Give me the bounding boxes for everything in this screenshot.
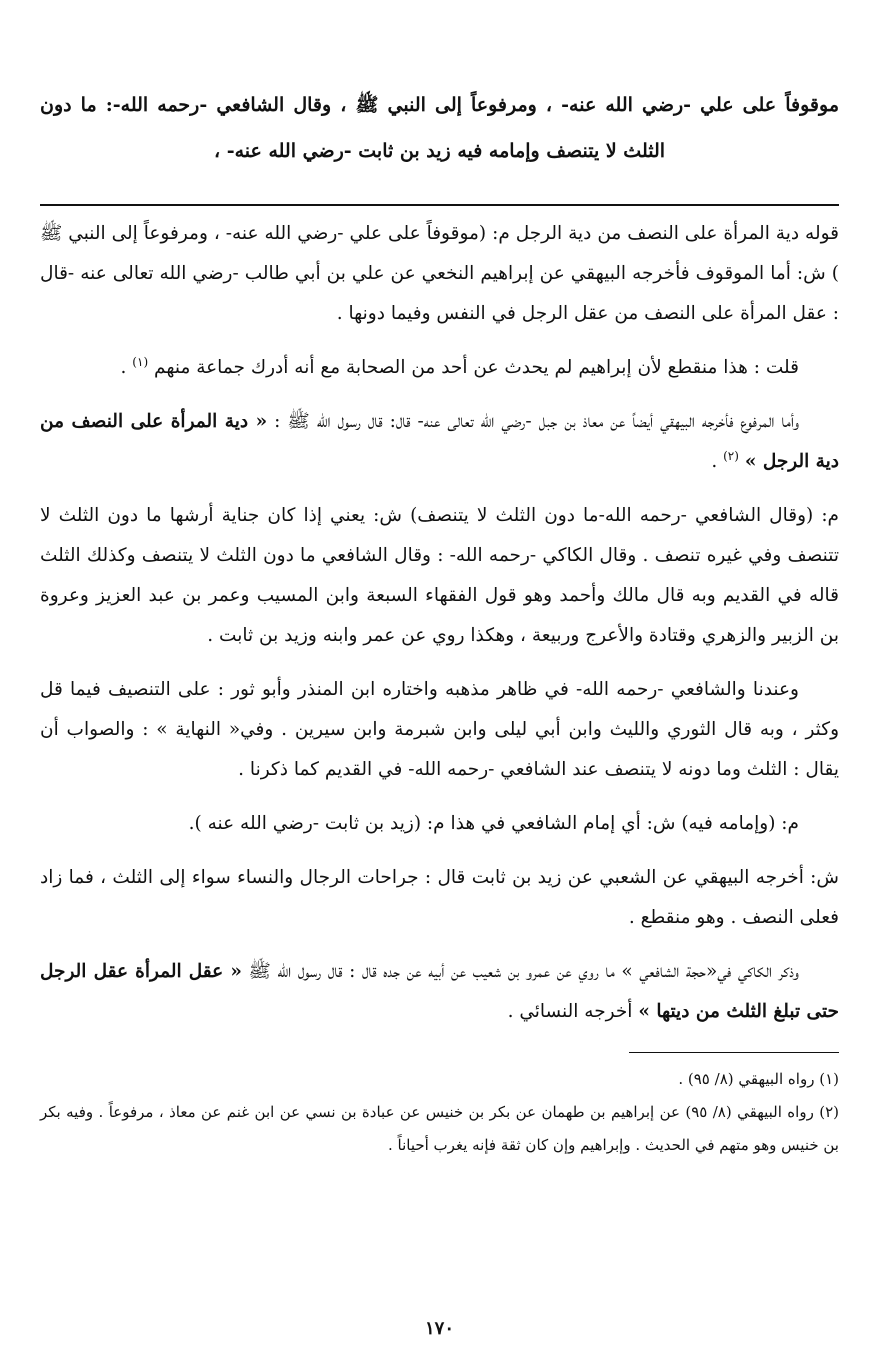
commentary-paragraph-7: ش: أخرجه البيهقي عن الشعبي عن زيد بن ثابت قال : جراحات الرجال والنساء سواء إلى الثلث ، فما زاد فعلى النصف . وهو منقطع . (40, 867, 839, 928)
commentary-paragraph-5: وعندنا والشافعي -رحمه الله- في ظاهر مذهبه واختاره ابن المنذر وأبو ثور : على التنصيف فيما قل وكثر ، وبه قال الثوري والليث وابن أبي ليلى وابن شبرمة وابن سيرين . وفي« النهاية » : والصواب أن يقال : الثلث وما دونه لا يتنصف عند الشافعي -رحمه الله- في القديم كما ذكرنا . (40, 679, 839, 780)
commentary-text: وأما المرفوع فأخرجه البيهقي أيضاً عن معاذ بن جبل -رضي الله تعالى عنه- قال: قال رسول الله ﷺ : (267, 411, 800, 432)
footnote-ref-2: (٢) (723, 448, 739, 463)
page-number: ١٧٠ (424, 1318, 454, 1339)
commentary-paragraph-3: وأما المرفوع فأخرجه البيهقي أيضاً عن معاذ بن جبل -رضي الله تعالى عنه- قال: قال رسول الله ﷺ : « دية المرأة على النصف من دية الرجل » $^{(٢)}$ . (40, 411, 839, 472)
matn-text: موقوفاً على علي -رضي الله عنه- ، ومرفوعاً إلى النبي ﷺ ، وقال الشافعي -رحمه الله-: ما دون الثلث لا يتنصف وإمامه فيه زيد بن ثابت -رضي الله عنه- ، (40, 94, 839, 162)
commentary-paragraph-2: قلت : هذا منقطع لأن إبراهيم لم يحدث عن أحد من الصحابة مع أنه أدرك جماعة منهم $^{(١)}$ . (120, 354, 799, 378)
commentary-text: أخرجه النسائي . (507, 1001, 639, 1022)
commentary (40, 214, 839, 1032)
footnote-1: (١) رواه البيهقي (٨/ ٩٥) . (678, 1070, 839, 1088)
commentary-paragraph-1: قوله دية المرأة على النصف من دية الرجل م: (موقوفاً على علي -رضي الله عنه- ، ومرفوعاً إلى النبي ﷺ ) ش: أما الموقوف فأخرجه البيهقي عن إبراهيم النخعي عن علي بن أبي طالب -رضي الله تعالى عنه -قال : عقل المرأة على النصف من عقل الرجل في النفس وفيما دونها . (40, 223, 839, 324)
hadith-quote: « دية المرأة على النصف من دية الرجل » (40, 411, 839, 472)
page-body (40, 82, 839, 1162)
footnote-2: (٢) رواه البيهقي (٨/ ٩٥) عن إبراهيم بن طهمان عن بكر بن خنيس عن عبادة بن نسي عن ابن غنم عن معاذ ، مرفوعاً . وفيه بكر بن خنيس وهو متهم في الحديث . وإبراهيم وإن كان ثقة فإنه يغرب أحياناً . (40, 1103, 840, 1154)
commentary-paragraph-4: م: (وقال الشافعي -رحمه الله-ما دون الثلث لا يتنصف) ش: يعني إذا كان جناية أرشها ما دون الثلث لا تتنصف وفي غيره تنصف . وقال الكاكي -رحمه الله- : وقال الشافعي ما دون الثلث لا يتنصف وكذلك الثلث قاله في القديم وبه قال مالك وأحمد وهو قول الفقهاء السبعة وابن المسيب وعمر بن عبد العزيز وعروة بن الزبير والزهري وقتادة والأعرج وربيعة ، وهكذا روي عن عمر وابنه وزيد بن ثابت . (40, 505, 840, 646)
footnote-ref-1: (١) (132, 354, 149, 369)
commentary-text: قلت : هذا منقطع لأن إبراهيم لم يحدث عن أحد من الصحابة مع أنه أدرك جماعة منهم (154, 357, 799, 378)
footnote-separator (629, 1052, 839, 1053)
commentary-paragraph-8 (40, 952, 839, 1032)
commentary-paragraph-6: م: (وإمامه فيه) ش: أي إمام الشافعي في هذا م: (زيد بن ثابت -رضي الله عنه ). (188, 813, 799, 834)
separator-rule (40, 204, 839, 206)
footnotes (40, 1063, 839, 1162)
commentary-text: وذكر الكاكي في«حجة الشافعي » ما روي عن عمرو بن شعيب عن أبيه عن جده قال : قال رسول الله ﷺ (241, 961, 799, 982)
hadith-quote: « عقل المرأة عقل الرجل حتى تبلغ الثلث من ديتها » (40, 961, 839, 1022)
